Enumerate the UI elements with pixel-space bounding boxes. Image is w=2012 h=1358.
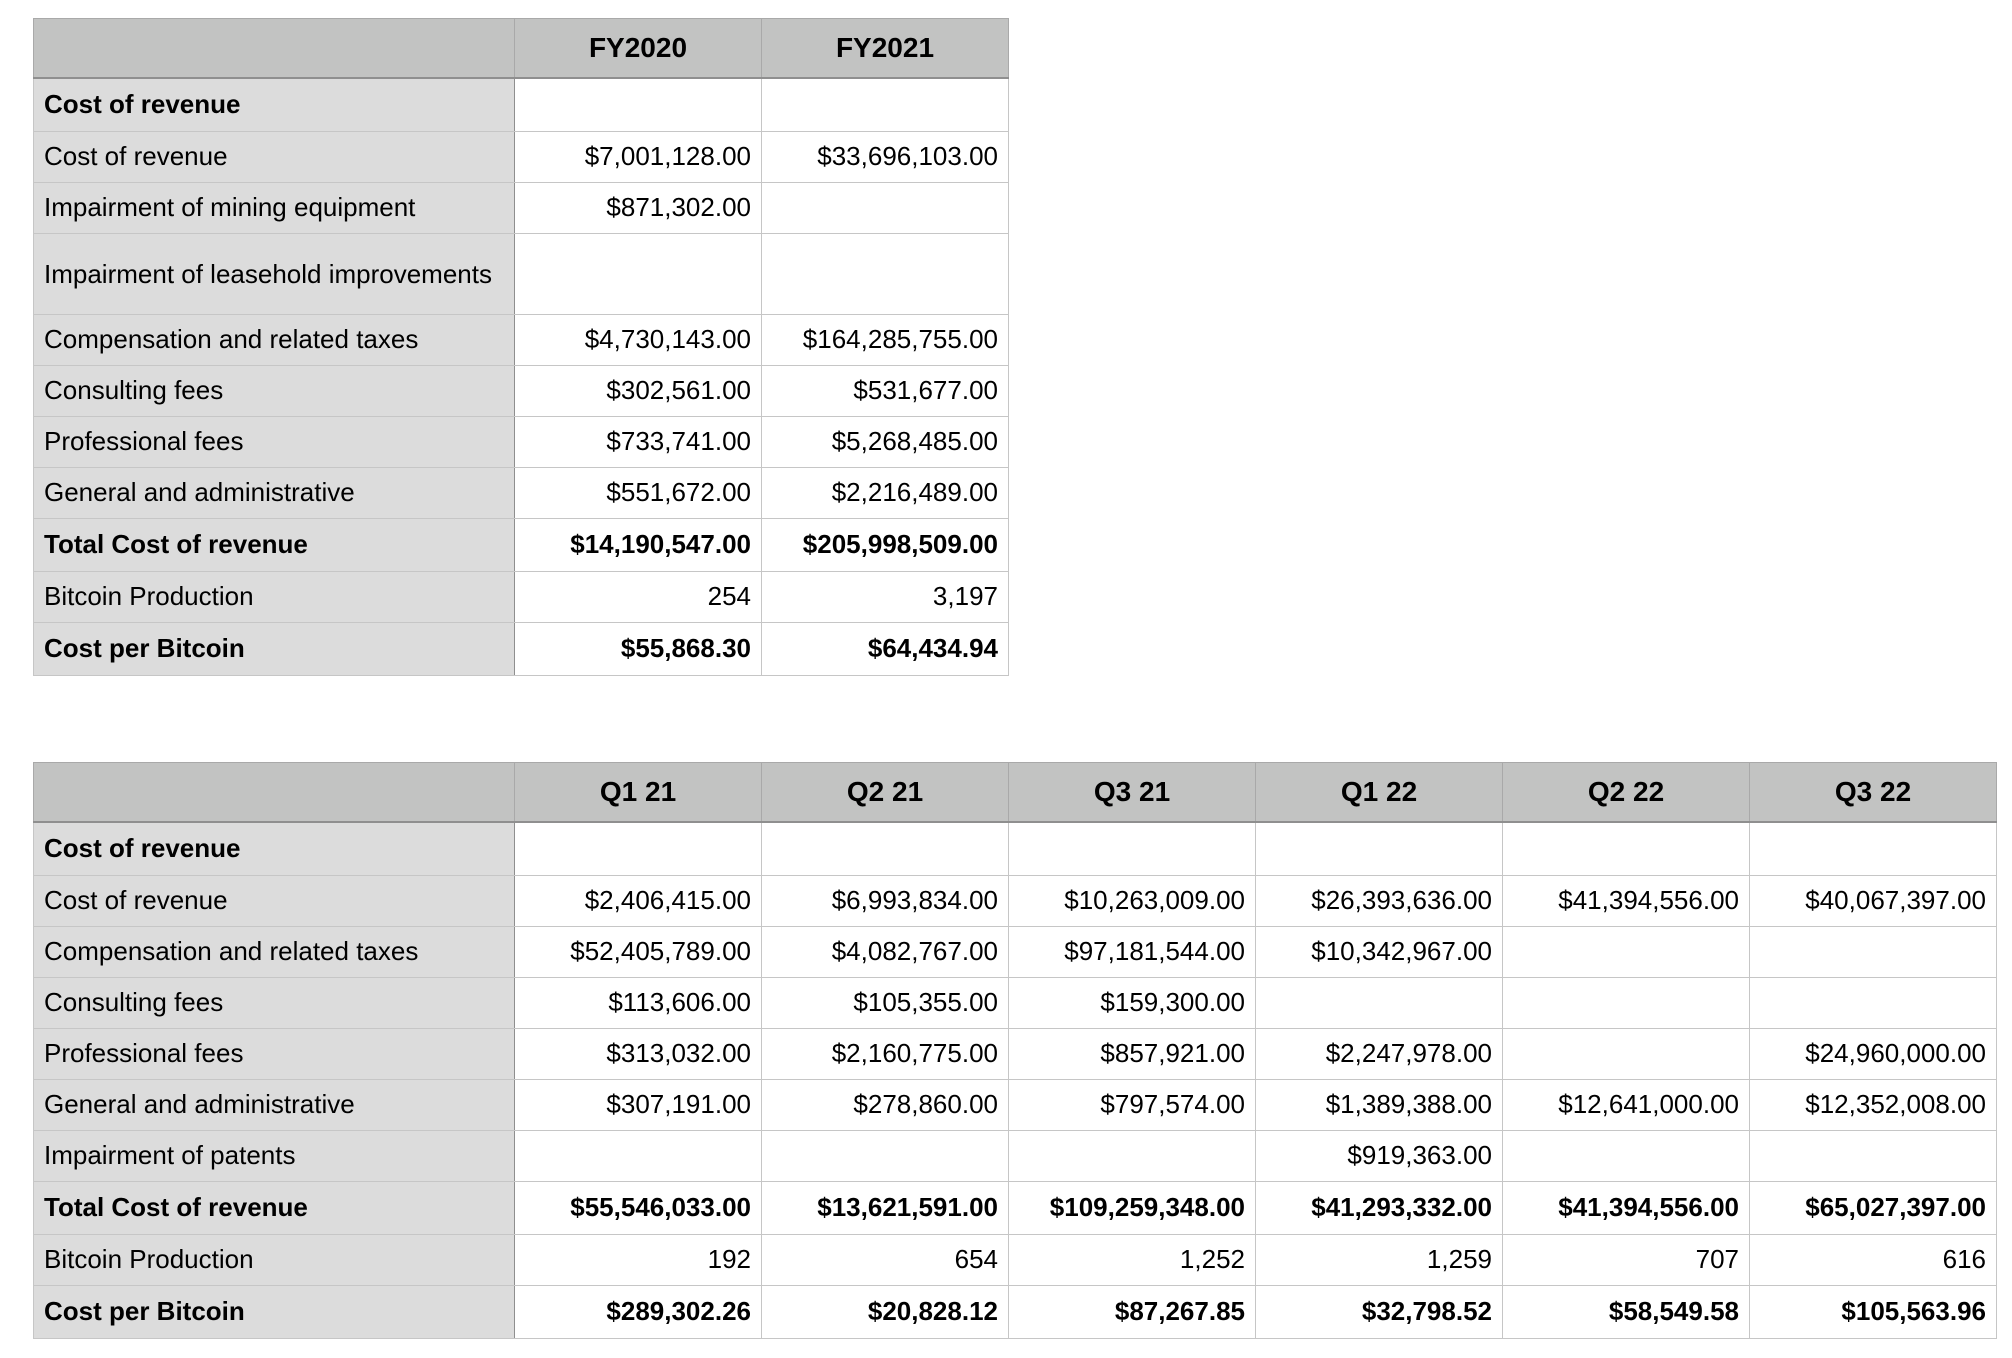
cell[interactable]: [1009, 822, 1256, 875]
row-label[interactable]: Cost of revenue: [34, 822, 515, 875]
table-row: [34, 416, 1009, 467]
cell[interactable]: $10,342,967.00: [1256, 926, 1503, 977]
cell[interactable]: [1503, 977, 1750, 1028]
row-label[interactable]: Compensation and related taxes: [34, 926, 515, 977]
cell[interactable]: [1503, 926, 1750, 977]
row-label[interactable]: Total Cost of revenue: [34, 1181, 515, 1234]
cell[interactable]: [762, 1130, 1009, 1181]
cell[interactable]: $6,993,834.00: [762, 875, 1009, 926]
cell[interactable]: $551,672.00: [515, 467, 762, 518]
cell[interactable]: $797,574.00: [1009, 1079, 1256, 1130]
table-row: [34, 1130, 1997, 1181]
cell[interactable]: $13,621,591.00: [762, 1181, 1009, 1234]
cell[interactable]: $52,405,789.00: [515, 926, 762, 977]
row-label[interactable]: Consulting fees: [34, 977, 515, 1028]
cell[interactable]: 1,259: [1256, 1234, 1503, 1285]
cell[interactable]: $871,302.00: [515, 182, 762, 233]
row-label[interactable]: Bitcoin Production: [34, 571, 515, 622]
cell[interactable]: [515, 822, 762, 875]
row-label[interactable]: General and administrative: [34, 1079, 515, 1130]
cell[interactable]: $2,247,978.00: [1256, 1028, 1503, 1079]
cost-per-bitcoin-row: [34, 622, 1009, 675]
cell[interactable]: $105,355.00: [762, 977, 1009, 1028]
column-header-q1-22[interactable]: Q1 22: [1256, 763, 1503, 823]
table-row: [34, 314, 1009, 365]
row-label[interactable]: Impairment of mining equipment: [34, 182, 515, 233]
cell[interactable]: [762, 233, 1009, 314]
row-label[interactable]: Professional fees: [34, 1028, 515, 1079]
cell[interactable]: $109,259,348.00: [1009, 1181, 1256, 1234]
cell[interactable]: $531,677.00: [762, 365, 1009, 416]
table-row: [34, 365, 1009, 416]
cell[interactable]: $2,406,415.00: [515, 875, 762, 926]
cell[interactable]: [762, 822, 1009, 875]
annual-cost-table: [33, 18, 1009, 676]
cell[interactable]: [1750, 1130, 1997, 1181]
cell[interactable]: $289,302.26: [515, 1285, 762, 1338]
cell[interactable]: $65,027,397.00: [1750, 1181, 1997, 1234]
row-label[interactable]: Cost of revenue: [34, 875, 515, 926]
cell[interactable]: $7,001,128.00: [515, 131, 762, 182]
cell[interactable]: $97,181,544.00: [1009, 926, 1256, 977]
row-label[interactable]: Professional fees: [34, 416, 515, 467]
cell[interactable]: $105,563.96: [1750, 1285, 1997, 1338]
table-row: [34, 875, 1997, 926]
cell[interactable]: $2,216,489.00: [762, 467, 1009, 518]
cell[interactable]: $10,263,009.00: [1009, 875, 1256, 926]
cell[interactable]: $857,921.00: [1009, 1028, 1256, 1079]
cell[interactable]: 1,252: [1009, 1234, 1256, 1285]
cell[interactable]: $113,606.00: [515, 977, 762, 1028]
table-row: [34, 233, 1009, 314]
header-row: [34, 19, 1009, 79]
row-label[interactable]: Cost per Bitcoin: [34, 622, 515, 675]
table-row: [34, 78, 1009, 131]
column-header-q3-22[interactable]: Q3 22: [1750, 763, 1997, 823]
column-header-fy2021[interactable]: FY2021: [762, 19, 1009, 79]
table-row: [34, 467, 1009, 518]
table-row: [34, 822, 1997, 875]
cell[interactable]: 192: [515, 1234, 762, 1285]
cell[interactable]: 254: [515, 571, 762, 622]
cell[interactable]: [515, 78, 762, 131]
cell[interactable]: 3,197: [762, 571, 1009, 622]
table-row: [34, 571, 1009, 622]
cell[interactable]: 707: [1503, 1234, 1750, 1285]
row-label[interactable]: Total Cost of revenue: [34, 518, 515, 571]
total-row: [34, 1181, 1997, 1234]
cell[interactable]: $32,798.52: [1256, 1285, 1503, 1338]
cell[interactable]: $919,363.00: [1256, 1130, 1503, 1181]
header-row: [34, 763, 1997, 823]
cell[interactable]: $2,160,775.00: [762, 1028, 1009, 1079]
cell[interactable]: $12,352,008.00: [1750, 1079, 1997, 1130]
cost-per-bitcoin-row: [34, 1285, 1997, 1338]
cell[interactable]: [1503, 822, 1750, 875]
cell[interactable]: $278,860.00: [762, 1079, 1009, 1130]
cell[interactable]: 654: [762, 1234, 1009, 1285]
corner-cell[interactable]: [34, 763, 515, 823]
cell[interactable]: $33,696,103.00: [762, 131, 1009, 182]
table-row: [34, 1079, 1997, 1130]
cell[interactable]: [1009, 1130, 1256, 1181]
column-header-fy2020[interactable]: FY2020: [515, 19, 762, 79]
cell[interactable]: [1750, 822, 1997, 875]
table-row: [34, 1234, 1997, 1285]
corner-cell[interactable]: [34, 19, 515, 79]
row-label[interactable]: Cost of revenue: [34, 131, 515, 182]
cell[interactable]: $26,393,636.00: [1256, 875, 1503, 926]
column-header-q1-21[interactable]: Q1 21: [515, 763, 762, 823]
cell[interactable]: $41,293,332.00: [1256, 1181, 1503, 1234]
cell[interactable]: $40,067,397.00: [1750, 875, 1997, 926]
cell[interactable]: $14,190,547.00: [515, 518, 762, 571]
cell[interactable]: [1503, 1130, 1750, 1181]
cell[interactable]: $302,561.00: [515, 365, 762, 416]
cell[interactable]: $313,032.00: [515, 1028, 762, 1079]
cell[interactable]: [1503, 1028, 1750, 1079]
cell[interactable]: $64,434.94: [762, 622, 1009, 675]
cell[interactable]: $55,868.30: [515, 622, 762, 675]
cell[interactable]: $41,394,556.00: [1503, 1181, 1750, 1234]
cell[interactable]: [1256, 822, 1503, 875]
quarterly-cost-table: [33, 762, 1997, 1339]
cell[interactable]: $87,267.85: [1009, 1285, 1256, 1338]
cell[interactable]: $55,546,033.00: [515, 1181, 762, 1234]
row-label[interactable]: Impairment of leasehold improvements: [34, 233, 515, 314]
row-label[interactable]: Bitcoin Production: [34, 1234, 515, 1285]
cell[interactable]: [1750, 926, 1997, 977]
cell[interactable]: $58,549.58: [1503, 1285, 1750, 1338]
cell[interactable]: $4,730,143.00: [515, 314, 762, 365]
row-label[interactable]: Compensation and related taxes: [34, 314, 515, 365]
total-row: [34, 518, 1009, 571]
cell[interactable]: $307,191.00: [515, 1079, 762, 1130]
cell[interactable]: $205,998,509.00: [762, 518, 1009, 571]
row-label[interactable]: Cost per Bitcoin: [34, 1285, 515, 1338]
column-header-q2-21[interactable]: Q2 21: [762, 763, 1009, 823]
row-label[interactable]: Impairment of patents: [34, 1130, 515, 1181]
row-label[interactable]: General and administrative: [34, 467, 515, 518]
cell[interactable]: [762, 78, 1009, 131]
cell[interactable]: $5,268,485.00: [762, 416, 1009, 467]
cell[interactable]: [762, 182, 1009, 233]
table-row: [34, 926, 1997, 977]
table-row: [34, 182, 1009, 233]
row-label[interactable]: Consulting fees: [34, 365, 515, 416]
cell[interactable]: $41,394,556.00: [1503, 875, 1750, 926]
row-label[interactable]: Cost of revenue: [34, 78, 515, 131]
table-row: [34, 977, 1997, 1028]
cell[interactable]: [515, 1130, 762, 1181]
cell[interactable]: [1256, 977, 1503, 1028]
table-row: [34, 131, 1009, 182]
cell[interactable]: [515, 233, 762, 314]
column-header-q2-22[interactable]: Q2 22: [1503, 763, 1750, 823]
cell[interactable]: $164,285,755.00: [762, 314, 1009, 365]
cell[interactable]: $12,641,000.00: [1503, 1079, 1750, 1130]
cell[interactable]: $4,082,767.00: [762, 926, 1009, 977]
cell[interactable]: 616: [1750, 1234, 1997, 1285]
cell[interactable]: $733,741.00: [515, 416, 762, 467]
cell[interactable]: [1750, 977, 1997, 1028]
table-row: [34, 1028, 1997, 1079]
cell[interactable]: $1,389,388.00: [1256, 1079, 1503, 1130]
column-header-q3-21[interactable]: Q3 21: [1009, 763, 1256, 823]
cell[interactable]: $20,828.12: [762, 1285, 1009, 1338]
cell[interactable]: $24,960,000.00: [1750, 1028, 1997, 1079]
cell[interactable]: $159,300.00: [1009, 977, 1256, 1028]
